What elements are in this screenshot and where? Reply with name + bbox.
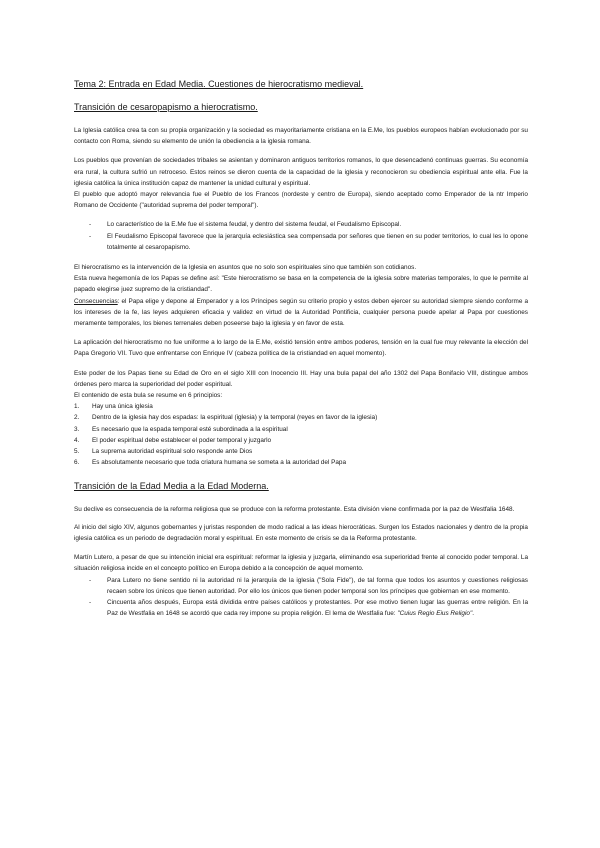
- westfalia-motto: "Cuius Regio Eius Religio": [397, 610, 473, 618]
- paragraph-consequences: [74, 296, 528, 330]
- paragraph: Al inicio del siglo XIV, algunos gobernantes y juristas responden de modo radical a las ideas hierocráticas. Surgen los Estados nacionales y dentro de la propia iglesia católica es un periodo de degradación moral y espiritual. En este momento de crisis se da la Reforma protestante.: [74, 523, 528, 542]
- paragraph: El hierocratismo es la intervención de la Iglesia en asuntos que no solo son espirituales sino que también son cotidianos.: [74, 264, 417, 272]
- paragraph: Martín Lutero, a pesar de que su intención inicial era espiritual: reformar la iglesia y juzgarla, eliminando esa superioridad frente al conocido poder temporal. La situación religiosa incide en el concepto político en Europa debido a la concepción de aquel momento.: [74, 554, 528, 573]
- consequences-text: : el Papa elige y depone al Emperador y a los Príncipes según su criterio propio y estos deben ejercer su autoridad siempre siendo conforme a los intereses de la fe, las leyes adquieren eficacia y validez en virtud de la Autoridad Pontificia, cualquier persona puede apelar al Papa por cuestiones meramente temporales, los bienes terrenales deben poseerse bajo la iglesia y en favor de esta.: [74, 297, 528, 328]
- paragraph: La Iglesia católica crea ta con su propia organización y la sociedad es mayoritariamente cristiana en la E.Me, los pueblos europeos habían evolucionado por su contacto con Roma, siendo su elemento de unión la obediencia a la iglesia romana.: [74, 127, 528, 146]
- list-item: 6. Es absolutamente necesario que toda criatura humana se someta a la autoridad del Papa: [74, 459, 347, 467]
- paragraph: Este poder de los Papas tiene su Edad de Oro en el siglo XIII con Inocencio III. Hay una bula papal del año 1302 del Papa Bonifacio VIII, distingue ambos órdenes pero marca la superioridad del poder espiritual.: [74, 369, 528, 388]
- paragraph: El pueblo que adoptó mayor relevancia fue el Pueblo de los Francos (nordeste y centro de Europa), siendo aceptado como Emperador de la ntr Imperio Romano de Occidente ("autoridad suprema del poder temporal").: [74, 191, 528, 210]
- list-item: - Lo característico de la E.Me fue el sistema feudal, y dentro del sistema feudal, el Feudalismo Episcopal.: [74, 219, 528, 230]
- paragraph: El contenido de esta bula se resume en 6 principios:: [74, 392, 223, 400]
- list-item: 1. Hay una única iglesia: [74, 403, 153, 411]
- list-item: - Cincuenta años después, Europa está dividida entre países católicos y protestantes. Por ese motivo tienen lugar las guerras entre religión. En la Paz de Westfalia en 1648 se acordó que cada rey impone su propia religión. El lema de Westfalia fue: "Cuius Regio Eius Religio".: [74, 597, 528, 619]
- paragraph: Los pueblos que provenían de sociedades tribales se asientan y dominaron antiguos territorios romanos, lo que desencadenó continuas guerras. Su economía era rural, la cultura sufrió un retroceso. Estos reinos se dieron cuenta de la capacidad de la iglesia y reconocieron su obediencia espiritual ante ella. Fue la iglesia católica la única institución capaz de mantener la unidad cultural y espiritual.: [74, 157, 528, 187]
- list-item: 4. El poder espiritual debe establecer el poder temporal y juzgarlo: [74, 436, 272, 444]
- section-heading-cesaropapismo: Transición de cesaropapismo a hierocratismo.: [74, 102, 258, 112]
- list-item: - Para Lutero no tiene sentido ni la autoridad ni la jerarquía de la iglesia ("Sola Fide"), de tal forma que todos los asuntos y cuestiones religiosas recaen sobre los únicos que tienen autoridad. Por ello los únicos que tienen poder temporal son los príncipes que gobiernan en ese momento.: [74, 575, 528, 597]
- list-item: - El Feudalismo Episcopal favorece que la jerarquía eclesiástica sea compensada por señores que tienen en su poder territorios, lo cual les lo opone totalmente al cesaropapismo.: [74, 231, 528, 253]
- list-item: 5. La suprema autoridad espiritual solo responde ante Dios: [74, 448, 253, 456]
- document-page: [74, 78, 528, 628]
- section-heading-edad-moderna: Transición de la Edad Media a la Edad Moderna.: [74, 481, 269, 492]
- bullet-list: [74, 219, 528, 253]
- principles-list: [74, 401, 528, 468]
- document-title: Tema 2: Entrada en Edad Media. Cuestiones de hierocratismo medieval.: [74, 79, 364, 89]
- paragraph: Su declive es consecuencia de la reforma religiosa que se produce con la reforma protestante. Esta división viene confirmada por la paz de Westfalia 1648.: [74, 506, 515, 514]
- list-item: 3. Es necesario que la espada temporal esté subordinada a la espiritual: [74, 425, 288, 433]
- paragraph: La aplicación del hierocratismo no fue uniforme a lo largo de la E.Me, existió tensión entre ambos poderes, tensión en la cual fue muy relevante la elección del Papa Gregorio VII. Tuvo que enfrentarse con Enrique IV (cabeza política de la cristiandad en aquel momento).: [74, 339, 528, 358]
- paragraph: Esta nueva hegemonía de los Papas se define así: "Este hierocratismo se basa en la competencia de la iglesia sobre materias temporales, lo que le permite al papado elegirse juez supremo de la cristiandad".: [74, 275, 528, 294]
- list-item: 2. Dentro de la iglesia hay dos espadas: la espiritual (iglesia) y la temporal (reyes en favor de la iglesia): [74, 414, 378, 422]
- bullet-list: [74, 575, 528, 620]
- consequences-label: Consecuencias: [74, 297, 118, 305]
